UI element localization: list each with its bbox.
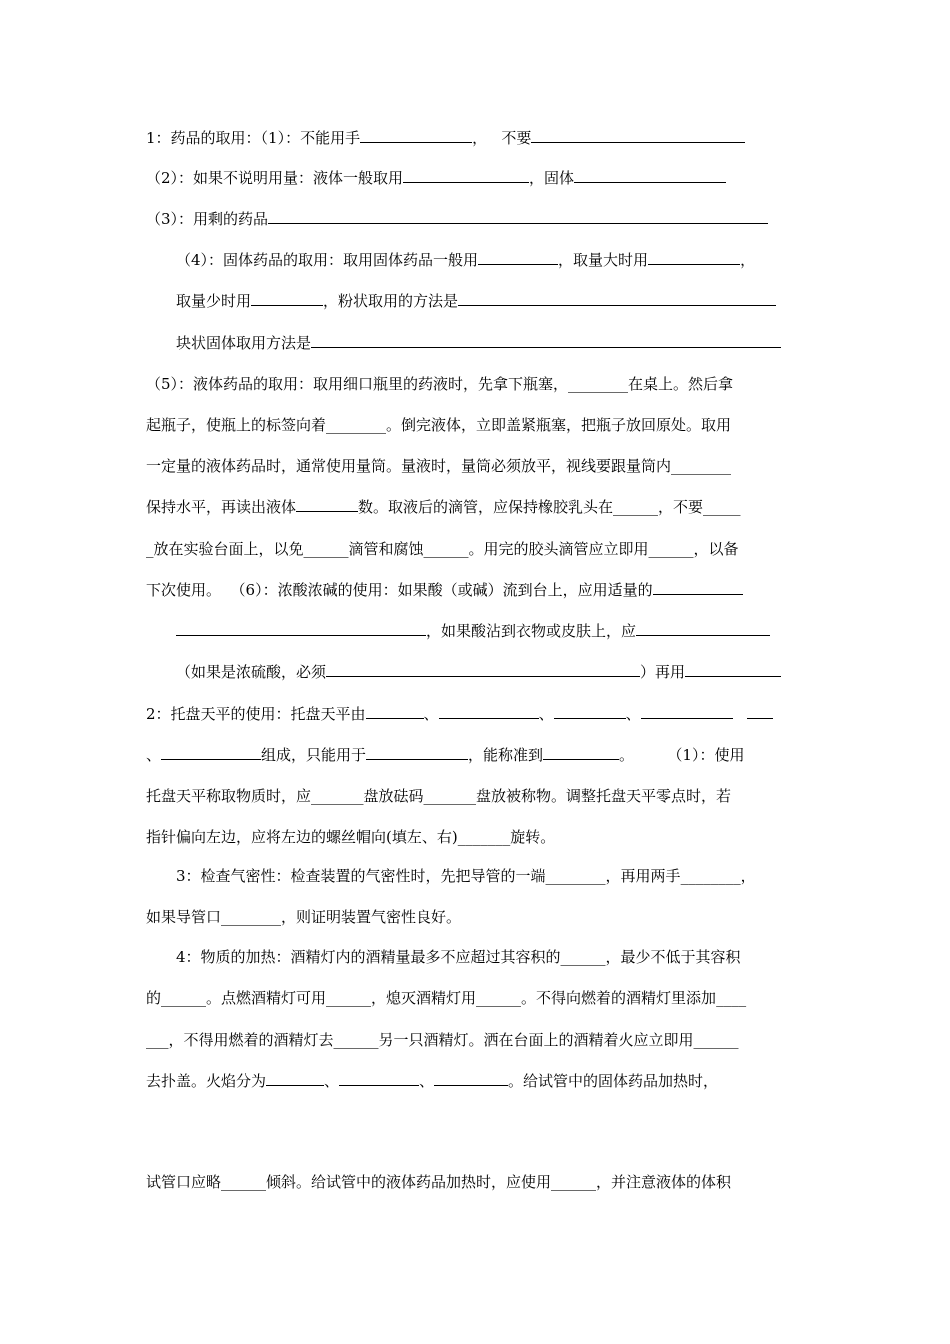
fill-in-blank[interactable]: ________ xyxy=(680,867,741,885)
fill-in-blank[interactable]: ________ xyxy=(568,375,629,393)
fill-in-blank[interactable]: ________ xyxy=(545,867,606,885)
fill-in-blank[interactable]: ________ xyxy=(221,908,282,926)
text-segment: 一定量的液体药品时，通常使用量筒。量液时，量筒必须放平，视线要跟量筒内 xyxy=(146,457,672,475)
text-segment: （5）：液体药品的取用：取用细口瓶里的药液时，先拿下瓶塞， xyxy=(146,375,569,393)
text-segment: 组成，只能用于 xyxy=(261,746,367,764)
text-line xyxy=(146,1030,739,1050)
text-segment: 试管口应略 xyxy=(146,1173,222,1191)
fill-in-blank[interactable] xyxy=(366,745,468,760)
fill-in-blank[interactable] xyxy=(403,168,529,183)
text-segment: 。 （1）：使用 xyxy=(619,746,745,764)
text-segment: 2：托盘天平的使用：托盘天平由 xyxy=(146,705,366,723)
text-line xyxy=(176,947,741,967)
text-segment: 4：物质的加热：酒精灯内的酒精量最多不应超过其容积的 xyxy=(176,948,561,966)
text-segment: 。给试管中的固体药品加热时， xyxy=(508,1072,719,1090)
text-segment: 、 xyxy=(146,746,162,764)
fill-in-blank[interactable] xyxy=(478,250,558,265)
text-segment: ，以备 xyxy=(693,540,739,558)
text-segment: 1：药品的取用：（1）：不能用手 xyxy=(146,129,361,147)
fill-in-blank[interactable]: _______ xyxy=(457,828,511,846)
text-line xyxy=(146,827,555,847)
text-segment: 托盘天平称取物质时，应 xyxy=(146,787,312,805)
text-line xyxy=(146,745,744,765)
fill-in-blank[interactable] xyxy=(296,497,358,512)
fill-in-blank[interactable]: ______ xyxy=(551,1173,597,1191)
fill-in-blank[interactable] xyxy=(554,704,626,719)
text-segment: 起瓶子，使瓶上的标签向着 xyxy=(146,416,327,434)
text-segment: ， xyxy=(472,129,488,147)
text-segment: 盘放被称物。调整托盘天平零点时，若 xyxy=(476,787,732,805)
text-segment: ， xyxy=(740,867,756,885)
text-segment: 旋转。 xyxy=(510,828,556,846)
text-segment: 盘放砝码 xyxy=(363,787,424,805)
text-segment: 、 xyxy=(419,1072,435,1090)
text-segment: 、 xyxy=(625,705,641,723)
fill-in-blank[interactable] xyxy=(653,580,743,595)
text-line xyxy=(146,168,726,188)
text-line xyxy=(146,539,739,559)
fill-in-blank[interactable] xyxy=(439,704,539,719)
text-segment: ，最少不低于其容积 xyxy=(605,948,741,966)
text-line xyxy=(146,988,746,1008)
fill-in-blank[interactable] xyxy=(326,662,640,677)
text-line xyxy=(146,209,768,229)
text-segment: ，能称准到 xyxy=(468,746,544,764)
text-segment: ，粉状取用的方法是 xyxy=(323,292,459,310)
text-line xyxy=(146,415,731,435)
fill-in-blank[interactable]: _ xyxy=(146,540,154,558)
text-line xyxy=(146,374,733,394)
fill-in-blank[interactable] xyxy=(339,1071,419,1086)
text-segment: 的 xyxy=(146,989,162,1007)
fill-in-blank[interactable]: ______ xyxy=(326,989,372,1007)
text-line xyxy=(176,333,781,353)
fill-in-blank[interactable] xyxy=(311,333,781,348)
fill-in-blank[interactable]: ______ xyxy=(693,1031,739,1049)
text-segment: （3）：用剩的药品 xyxy=(146,210,269,228)
fill-in-blank[interactable]: _____ xyxy=(703,498,741,516)
fill-in-blank[interactable]: _______ xyxy=(423,787,477,805)
text-line xyxy=(146,497,741,517)
text-segment: 如果导管口 xyxy=(146,908,222,926)
text-segment: 放在实验台面上，以免 xyxy=(153,540,304,558)
fill-in-blank[interactable]: ______ xyxy=(613,498,659,516)
fill-in-blank[interactable] xyxy=(685,662,781,677)
text-segment: 块状固体取用方法是 xyxy=(176,334,312,352)
text-line xyxy=(146,1071,718,1091)
fill-in-blank[interactable] xyxy=(636,621,770,636)
text-segment: ，则证明装置气密性良好。 xyxy=(281,908,462,926)
text-segment: ，取量大时用 xyxy=(558,251,649,269)
text-segment: 、 xyxy=(324,1072,340,1090)
text-segment: 保持水平，再读出液体 xyxy=(146,498,297,516)
fill-in-blank[interactable]: ______ xyxy=(303,540,349,558)
text-line xyxy=(176,866,756,886)
text-segment: 取量少时用 xyxy=(176,292,252,310)
text-segment: 数。取液后的滴管，应保持橡胶乳头在 xyxy=(358,498,614,516)
text-segment: ， xyxy=(740,251,756,269)
fill-in-blank[interactable]: ______ xyxy=(423,540,469,558)
fill-in-blank[interactable] xyxy=(531,128,745,143)
text-line xyxy=(176,621,770,641)
fill-in-blank[interactable]: ______ xyxy=(648,540,694,558)
text-line xyxy=(146,704,773,724)
fill-in-blank[interactable]: ______ xyxy=(476,989,522,1007)
text-segment: 另一只酒精灯。洒在台面上的酒精着火应立即用 xyxy=(378,1031,694,1049)
fill-in-blank[interactable] xyxy=(251,291,323,306)
text-segment: 、 xyxy=(423,705,439,723)
text-segment: 不要 xyxy=(487,129,532,147)
text-segment: ，熄灭酒精灯用 xyxy=(371,989,477,1007)
text-line xyxy=(176,662,781,682)
fill-in-blank[interactable] xyxy=(360,128,472,143)
text-line xyxy=(146,1172,731,1192)
text-line xyxy=(146,580,743,600)
text-line xyxy=(146,128,745,148)
text-line xyxy=(146,786,731,806)
text-line xyxy=(176,250,755,270)
text-segment: ，不得用燃着的酒精灯去 xyxy=(168,1031,334,1049)
text-segment: 滴管和腐蚀 xyxy=(348,540,424,558)
text-segment: 在桌上。然后拿 xyxy=(628,375,734,393)
text-segment: （2）：如果不说明用量：液体一般取用 xyxy=(146,169,404,187)
fill-in-blank[interactable] xyxy=(543,745,619,760)
text-segment: 去扑盖。火焰分为 xyxy=(146,1072,267,1090)
text-segment: ，再用两手 xyxy=(605,867,681,885)
text-line xyxy=(176,291,776,311)
text-segment: 倾斜。给试管中的液体药品加热时，应使用 xyxy=(266,1173,552,1191)
text-segment: 。不得向燃着的酒精灯里添加 xyxy=(521,989,717,1007)
text-segment: ，不要 xyxy=(658,498,704,516)
fill-in-blank[interactable] xyxy=(458,291,776,306)
text-segment: ，并注意液体的体积 xyxy=(596,1173,732,1191)
text-segment: 3：检查气密性：检查装置的气密性时，先把导管的一端 xyxy=(176,867,546,885)
text-segment: 。用完的胶头滴管应立即用 xyxy=(468,540,649,558)
text-segment: （如果是浓硫酸，必须 xyxy=(176,663,327,681)
fill-in-blank[interactable] xyxy=(641,704,733,719)
text-segment: 。倒完液体，立即盖紧瓶塞，把瓶子放回原处。取用 xyxy=(386,416,732,434)
fill-in-blank[interactable] xyxy=(161,745,261,760)
text-segment: ，固体 xyxy=(529,169,575,187)
text-segment: （4）：固体药品的取用：取用固体药品一般用 xyxy=(176,251,479,269)
fill-in-blank[interactable] xyxy=(366,704,424,719)
fill-in-blank[interactable] xyxy=(268,209,768,224)
text-line xyxy=(146,907,461,927)
fill-in-blank[interactable]: ________ xyxy=(326,416,387,434)
fill-in-blank[interactable] xyxy=(574,168,726,183)
text-segment: 、 xyxy=(538,705,554,723)
fill-in-blank[interactable]: ______ xyxy=(221,1173,267,1191)
text-segment: ）再用 xyxy=(640,663,686,681)
text-segment: 。点燃酒精灯可用 xyxy=(206,989,327,1007)
fill-in-blank[interactable] xyxy=(648,250,740,265)
text-line xyxy=(146,456,731,476)
fill-in-blank[interactable] xyxy=(176,621,426,636)
text-segment: 下次使用。 （6）：浓酸浓碱的使用：如果酸（或碱）流到台上，应用适量的 xyxy=(146,581,653,599)
fill-in-blank[interactable]: ______ xyxy=(560,948,606,966)
text-segment xyxy=(733,704,747,724)
text-segment: 指针偏向左边，应将左边的螺丝帽向(填左、右) xyxy=(146,828,458,846)
fill-in-blank[interactable] xyxy=(434,1071,508,1086)
fill-in-blank[interactable]: ______ xyxy=(161,989,207,1007)
fill-in-blank[interactable] xyxy=(266,1071,324,1086)
fill-in-blank[interactable] xyxy=(747,704,773,719)
fill-in-blank[interactable]: ___ xyxy=(146,1031,169,1049)
fill-in-blank[interactable]: ______ xyxy=(333,1031,379,1049)
fill-in-blank[interactable]: _______ xyxy=(311,787,364,805)
fill-in-blank[interactable]: ________ xyxy=(671,457,732,475)
text-segment: ，如果酸沾到衣物或皮肤上，应 xyxy=(426,622,637,640)
fill-in-blank[interactable]: ____ xyxy=(716,989,747,1007)
